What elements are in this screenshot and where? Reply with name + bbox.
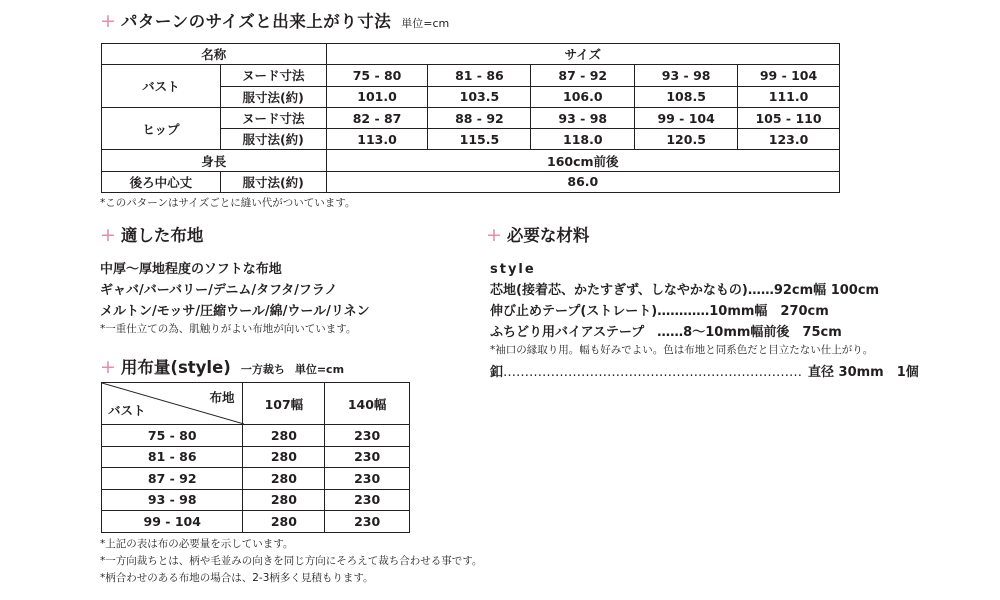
materials-section-title: 必要な材料 (506, 226, 590, 245)
cell: 113.0 (326, 129, 428, 150)
cell: 280 (243, 468, 325, 490)
corner-bottom: バスト (108, 403, 146, 418)
plus-icon: + (100, 224, 116, 246)
usage-section-unit: 単位=cm (294, 363, 345, 376)
cell: 280 (243, 489, 325, 511)
cell: 81 - 86 (428, 65, 531, 86)
size-section-header (100, 8, 449, 32)
group-hip: ヒップ (102, 107, 221, 150)
back-label: 後ろ中心丈 (102, 171, 221, 192)
fabric-line: メルトン/モッサ/圧縮ウール/綿/ウール/リネン (100, 304, 370, 319)
usage-section-sub: 一方裁ち (240, 363, 285, 376)
material-item: 伸び止めテープ(ストレート)…………10mm幅 270cm (490, 304, 829, 319)
header-size: サイズ (326, 44, 839, 65)
usage-note: *柄合わせのある布地の場合は、2-3柄多く見積もります。 (100, 572, 374, 584)
plus-icon: + (100, 356, 116, 378)
table-row-back (102, 171, 840, 192)
row-label: ヌード寸法 (220, 65, 326, 86)
fabric-list (100, 259, 370, 322)
cell: 115.5 (428, 129, 531, 150)
usage-note: *一方向裁ちとは、柄や毛並みの向きを同じ方向にそろえて裁ち合わせる事です。 (100, 555, 483, 567)
cell: 230 (325, 446, 410, 468)
size-cell: 87 - 92 (102, 468, 243, 490)
back-sub: 服寸法(約) (220, 171, 326, 192)
cell: 105 - 110 (738, 107, 840, 128)
height-label: 身長 (102, 150, 327, 171)
table-row (102, 446, 410, 468)
plus-icon: + (100, 10, 116, 32)
size-section-title: パターンのサイズと出来上がり寸法 (120, 12, 392, 31)
materials-section-header (486, 222, 589, 246)
height-value: 160cm前後 (326, 150, 839, 171)
materials-note: *袖口の縁取り用。幅も好みでよい。色は布地と同系色だと目立たない仕上がり。 (490, 344, 874, 356)
table-row (102, 65, 840, 86)
cell: 101.0 (326, 86, 428, 107)
row-label: ヌード寸法 (220, 107, 326, 128)
cell: 75 - 80 (326, 65, 428, 86)
cell: 230 (325, 511, 410, 533)
table-row-height (102, 150, 840, 171)
corner-cell (102, 383, 243, 425)
material-item: ふちどり用バイアステープ ……8〜10mm幅前後 75cm (490, 325, 842, 340)
button-line (490, 362, 919, 383)
back-value: 86.0 (326, 171, 839, 192)
size-cell: 99 - 104 (102, 511, 243, 533)
size-table (101, 43, 840, 193)
table-row (102, 511, 410, 533)
fabric-line: ギャバ/バーバリー/デニム/タフタ/フラノ (100, 283, 338, 298)
cell: 108.5 (635, 86, 738, 107)
cell: 118.0 (531, 129, 635, 150)
cell: 99 - 104 (635, 107, 738, 128)
usage-table (101, 382, 410, 533)
usage-notes (100, 536, 482, 587)
size-note: *このパターンはサイズごとに縫い代がついています。 (100, 197, 356, 209)
cell: 103.5 (428, 86, 531, 107)
cell: 106.0 (531, 86, 635, 107)
table-row (102, 468, 410, 490)
table-row (102, 425, 410, 447)
usage-table-header (102, 383, 410, 425)
col-header: 107幅 (243, 383, 325, 425)
cell: 99 - 104 (738, 65, 840, 86)
materials-style-label: style (490, 262, 536, 277)
cell: 82 - 87 (326, 107, 428, 128)
col-header: 140幅 (325, 383, 410, 425)
materials-list (490, 280, 879, 343)
cell: 230 (325, 425, 410, 447)
table-row (102, 107, 840, 128)
size-table-header (102, 44, 840, 65)
usage-section-header (100, 354, 344, 378)
cell: 123.0 (738, 129, 840, 150)
size-cell: 93 - 98 (102, 489, 243, 511)
cell: 280 (243, 511, 325, 533)
button-dots: …………………………………………………………… (503, 365, 803, 380)
header-name: 名称 (102, 44, 327, 65)
cell: 111.0 (738, 86, 840, 107)
button-name: 釦 (490, 365, 504, 380)
cell: 88 - 92 (428, 107, 531, 128)
fabric-line: 中厚〜厚地程度のソフトな布地 (100, 262, 282, 277)
cell: 280 (243, 425, 325, 447)
usage-note: *上記の表は布の必要量を示しています。 (100, 538, 294, 550)
fabric-note: *一重仕立ての為、肌触りがよい布地が向いています。 (100, 323, 357, 335)
cell: 280 (243, 446, 325, 468)
cell: 93 - 98 (635, 65, 738, 86)
group-bust: バスト (102, 65, 221, 108)
table-row (102, 489, 410, 511)
usage-section-title: 用布量(style) (120, 358, 231, 377)
plus-icon: + (486, 224, 502, 246)
size-section-unit: 単位=cm (401, 17, 450, 30)
row-label: 服寸法(約) (220, 86, 326, 107)
fabric-section-header (100, 222, 203, 246)
cell: 230 (325, 489, 410, 511)
fabric-section-title: 適した布地 (120, 226, 204, 245)
size-cell: 75 - 80 (102, 425, 243, 447)
cell: 120.5 (635, 129, 738, 150)
size-cell: 81 - 86 (102, 446, 243, 468)
cell: 87 - 92 (531, 65, 635, 86)
material-item: 芯地(接着芯、かたすぎず、しなやかなもの)……92cm幅 100cm (490, 283, 880, 298)
row-label: 服寸法(約) (220, 129, 326, 150)
button-value: 直径 30mm 1個 (808, 365, 919, 380)
corner-top: 布地 (209, 390, 235, 405)
cell: 93 - 98 (531, 107, 635, 128)
cell: 230 (325, 468, 410, 490)
